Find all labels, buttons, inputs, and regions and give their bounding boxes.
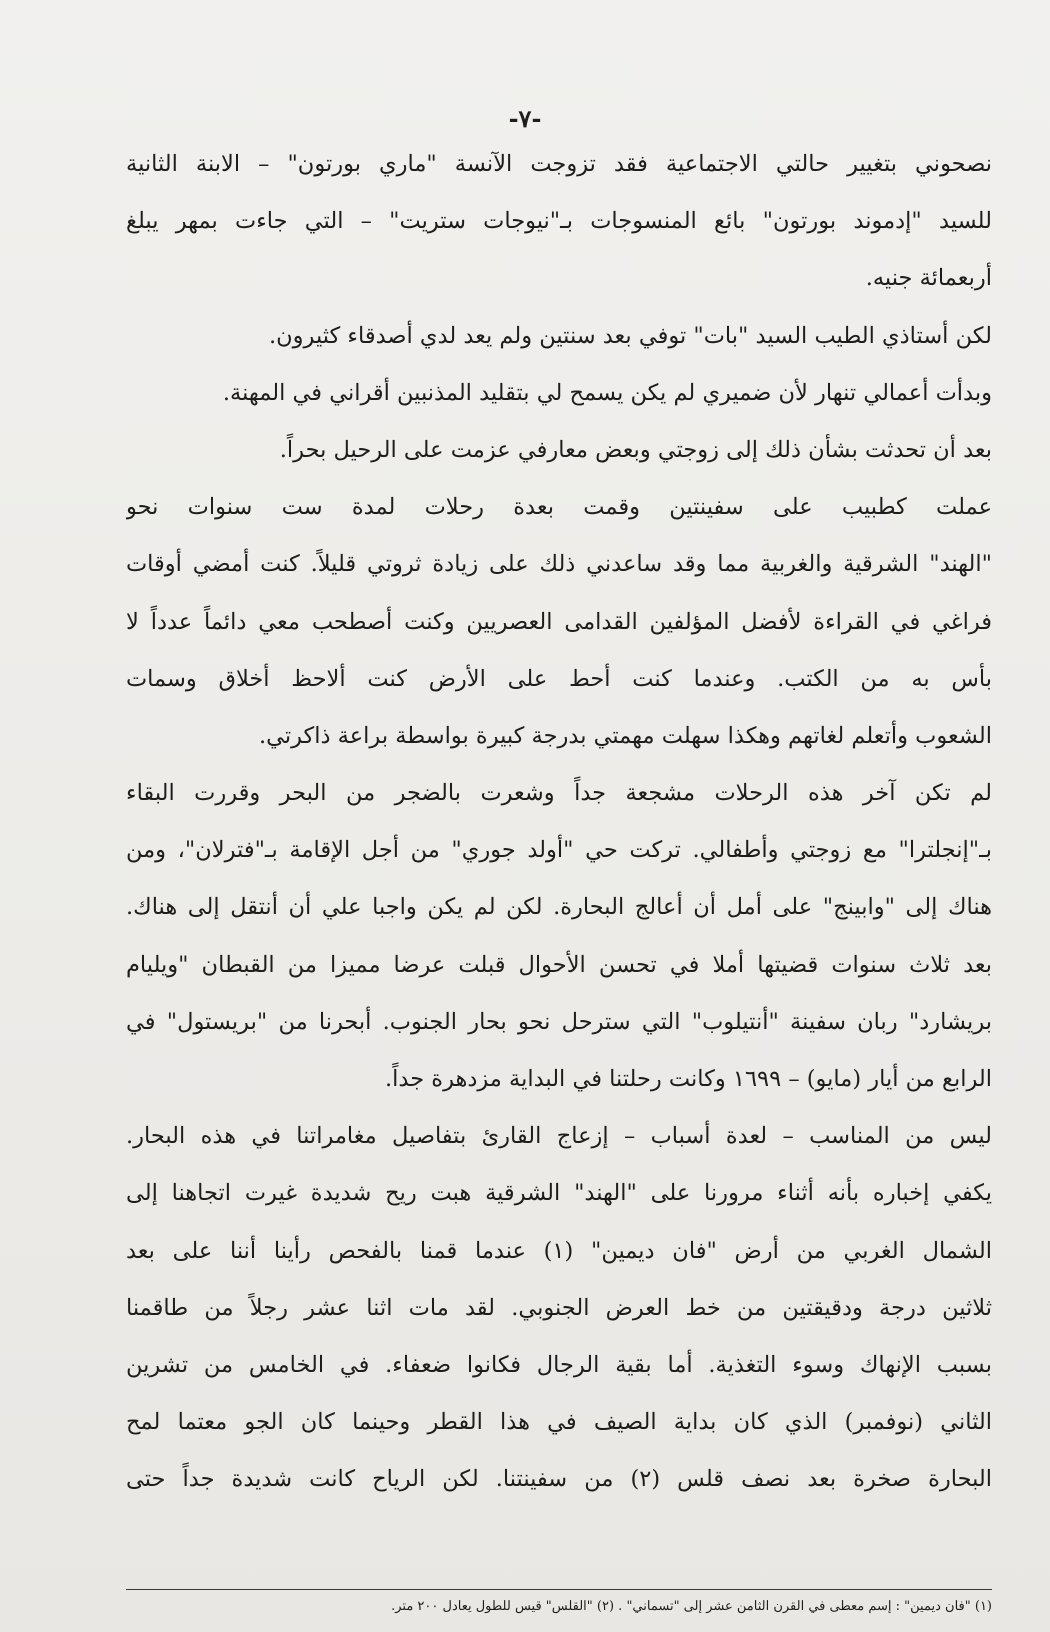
text-line: الرابع من أيار (مايو) – ١٦٩٩ وكانت رحلتنا في البداية مزدهرة جداً. [385,1066,992,1092]
text-line: الشمال الغربي من أرض "فان ديمين" (١) عندما قمنا بالفحص رأينا أننا على بعد [126,1237,992,1264]
page-number: -٧- [508,104,542,133]
text-line: البحارة صخرة بعد نصف قلس (٢) من سفينتنا. لكن الرياح كانت شديدة جداً حتى [126,1466,992,1493]
text-line: بعد أن تحدثت بشأن ذلك إلى زوجتي وبعض معارفي عزمت على الرحيل بحراً. [279,436,992,463]
text-line: ثلاثين درجة ودقيقتين من خط العرض الجنوبي. لقد مات اثنا عشر رجلاً من طاقمنا [126,1294,992,1321]
text-line: عملت كطبيب على سفينتين وقمت بعدة رحلات لمدة ست سنوات نحو [126,494,992,521]
text-line: فراغي في القراءة لأفضل المؤلفين القدامى العصريين وكنت أصطحب معي دائماً عدداً لا [126,608,992,635]
text-line: بسبب الإنهاك وسوء التغذية. أما بقية الرجال فكانوا ضعفاء. في الخامس من تشرين [126,1351,992,1378]
text-line: ليس من المناسب – لعدة أسباب – إزعاج القارئ بتفاصيل مغامراتنا في هذه البحار. [126,1123,992,1150]
footnote-divider [126,1589,992,1590]
text-line: بريشارد" ربان سفينة "أنتيلوب" التي سترحل نحو بحار الجنوب. أبحرنا من "بريستول" في [126,1008,992,1035]
text-line: هناك إلى "وابينج" على أمل أن أعالج البحارة. لكن لم يكن واجبا علي أن أنتقل إلى هناك. [126,894,992,921]
text-line: وبدأت أعمالي تنهار لأن ضميري لم يكن يسمح لي بتقليد المذنبين أقراني في المهنة. [222,379,992,406]
text-line: الثاني (نوفمبر) الذي كان بداية الصيف في هذا القطر وحينما كان الجو معتما لمح [126,1409,992,1436]
text-line: بـ"إنجلترا" مع زوجتي وأطفالي. تركت حي "أولد جوري" من أجل الإقامة بـ"فترلان"، ومن [126,837,992,864]
text-line: لم تكن آخر هذه الرحلات مشجعة جداً وشعرت بالضجر من البحر وقررت البقاء [126,780,992,807]
text-line: بعد ثلاث سنوات قضيتها أملا في تحسن الأحوال قبلت عرضا مميزا من القبطان "ويليام [126,951,992,978]
body-text [126,136,992,1509]
text-line: "الهند" الشرقية والغربية مما وقد ساعدني ذلك على زيادة ثروتي قليلاً. كنت أمضي أوقات [126,551,992,578]
text-line: نصحوني بتغيير حالتي الاجتماعية فقد تزوجت الآنسة "ماري بورتون" – الابنة الثانية [126,151,992,177]
text-line: يكفي إخباره بأنه أثناء مرورنا على "الهند" الشرقية هبت ريح شديدة غيرت اتجاهنا إلى [126,1180,992,1207]
text-line: لكن أستاذي الطيب السيد "بات" توفي بعد سنتين ولم يعد لدي أصدقاء كثيرون. [268,322,992,349]
text-line: أربعمائة جنيه. [865,265,992,292]
text-line: الشعوب وأتعلم لغاتهم وهكذا سهلت مهمتي بدرجة كبيرة بواسطة براعة ذاكرتي. [258,722,992,749]
text-line: بأس به من الكتب. وعندما كنت أحط على الأرض كنت ألاحظ أخلاق وسمات [126,665,992,692]
footnote: (١) "فان ديمين" : إسم معطى في القرن الثامن عشر إلى "تسماني" . (٢) "القلس" قيس للطول يعادل ٢٠٠ متر. [391,1599,992,1614]
text-line: للسيد "إدموند بورتون" بائع المنسوجات بـ"نيوجات ستريت" – التي جاءت بمهر يبلغ [126,208,992,235]
